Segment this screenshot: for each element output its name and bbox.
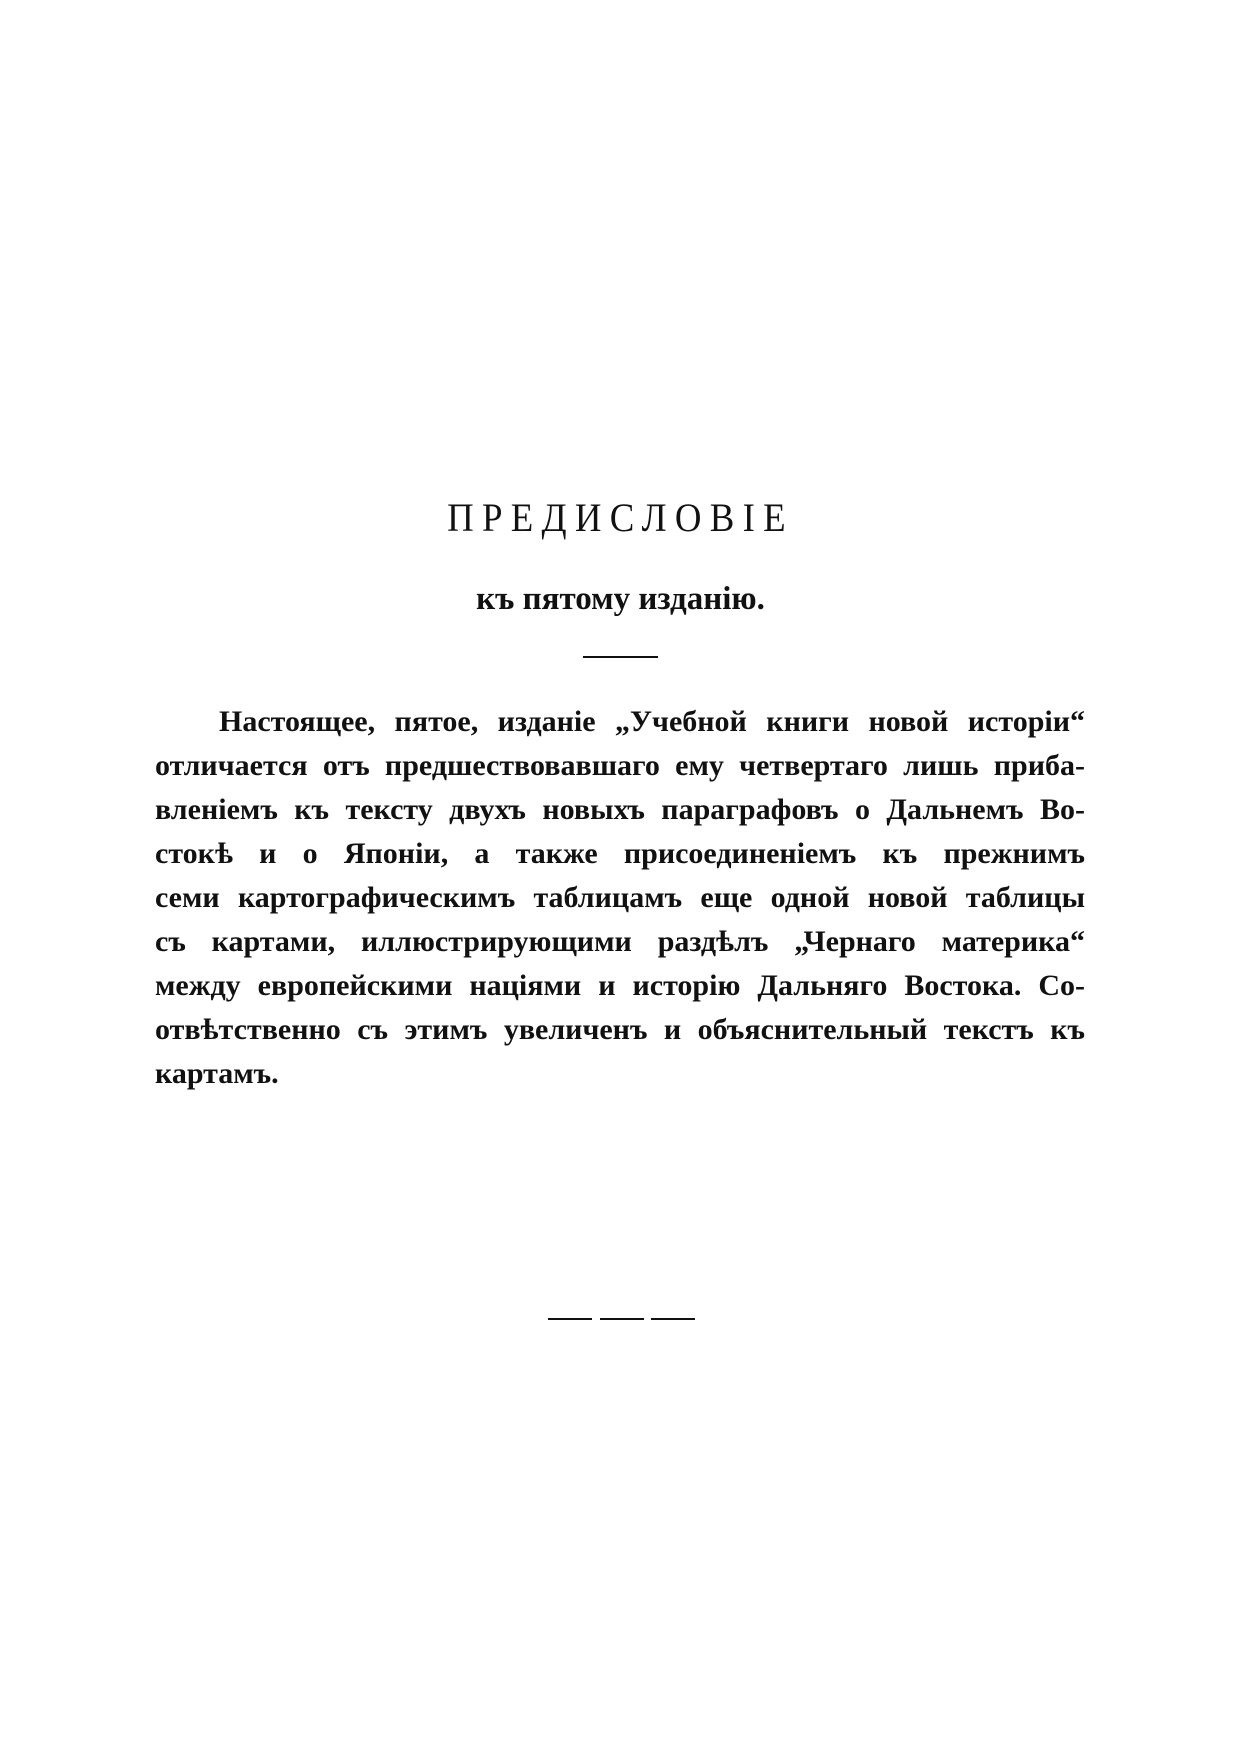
- page-title: ПРЕДИСЛОВІЕ: [447, 495, 794, 540]
- preface-paragraph: [155, 700, 1085, 1096]
- paragraph-line: картамъ.: [155, 1057, 279, 1090]
- ornament-dash: [651, 1318, 695, 1320]
- ornament-dash: [600, 1318, 644, 1320]
- paragraph-line: семи картографическимъ таблицамъ еще одной новой таблицы: [155, 881, 1085, 914]
- page-subtitle: къ пятому изданію.: [476, 581, 765, 617]
- paragraph-line: Настоящее, пятое, изданіе „Учебной книги новой исторіи“: [219, 705, 1085, 738]
- paragraph-line: стокѣ и о Японіи, а также присоединеніемъ къ прежнимъ: [155, 837, 1085, 870]
- paragraph-line: отличается отъ предшествовавшаго ему четвертаго лишь приба-: [155, 749, 1085, 782]
- ornament-dash: [548, 1318, 592, 1320]
- paragraph-line: вленіемъ къ тексту двухъ новыхъ параграфовъ о Дальнемъ Во-: [155, 793, 1085, 826]
- paragraph-line: съ картами, иллюстрирующими раздѣлъ „Чернаго материка“: [155, 925, 1085, 958]
- paragraph-line: отвѣтственно съ этимъ увеличенъ и объяснительный текстъ къ: [155, 1013, 1085, 1046]
- end-ornament: [548, 1318, 695, 1321]
- paragraph-line: между европейскими націями и исторію Дальняго Востока. Со-: [155, 969, 1085, 1002]
- title-divider: [583, 656, 658, 658]
